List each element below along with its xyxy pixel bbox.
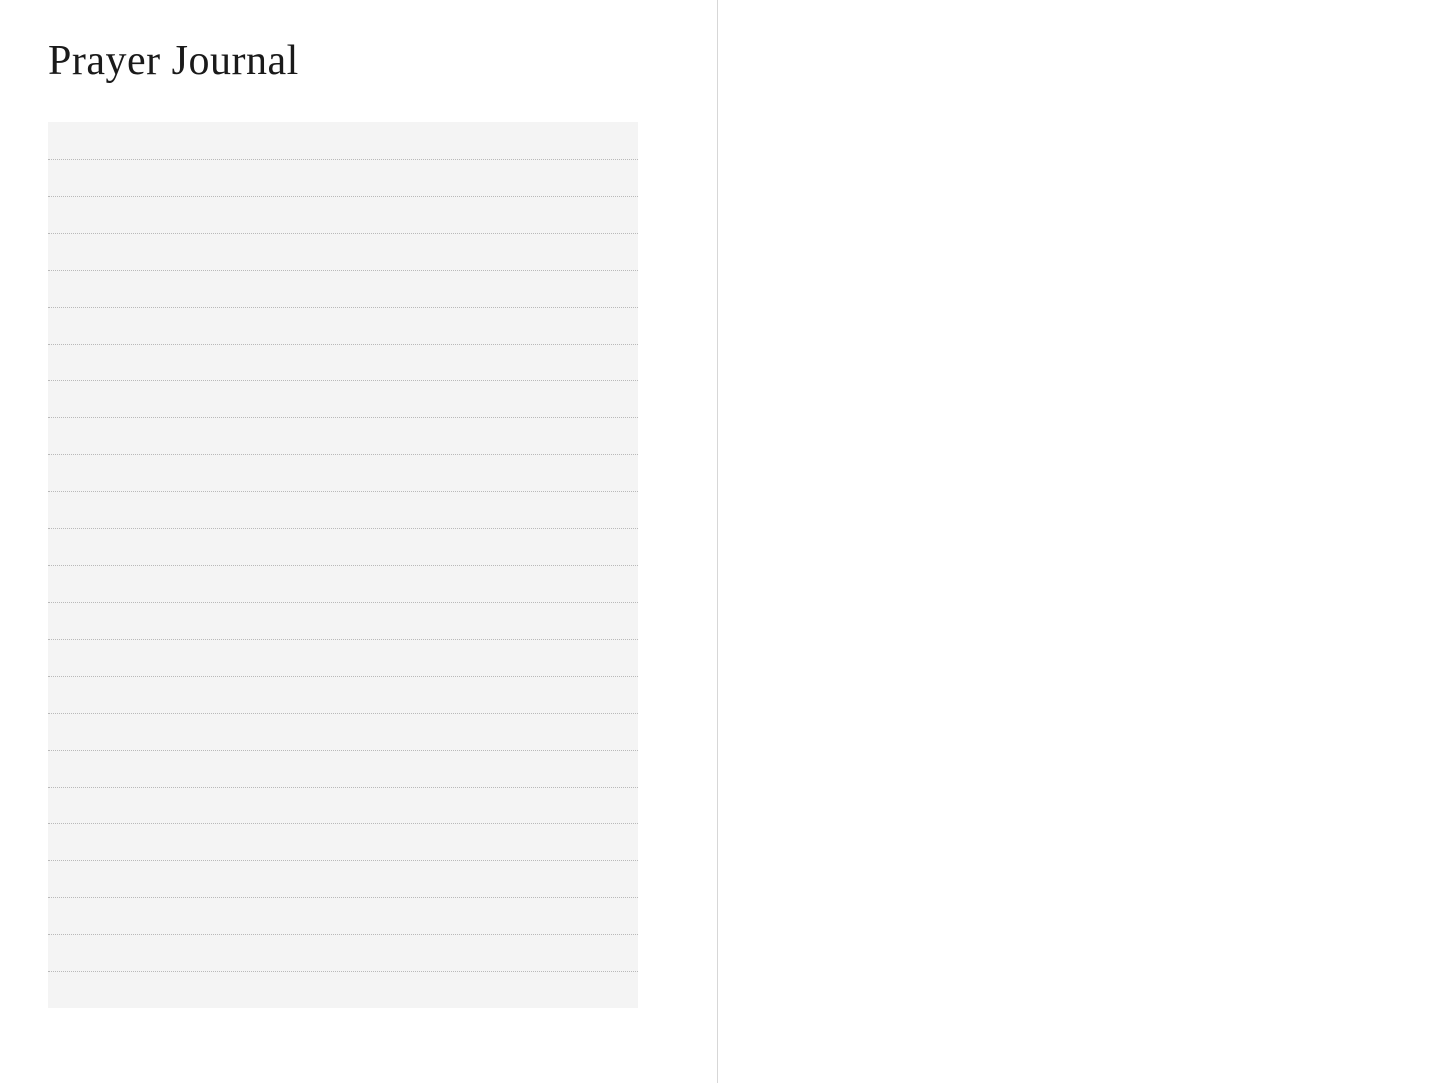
prayer-journal-writing-area[interactable] <box>48 122 638 1008</box>
journal-line <box>48 823 638 824</box>
journal-line <box>48 639 638 640</box>
journal-line <box>48 971 638 972</box>
journal-line <box>48 676 638 677</box>
journal-line <box>48 934 638 935</box>
journal-line <box>48 491 638 492</box>
journal-line <box>48 750 638 751</box>
journal-line <box>48 897 638 898</box>
journal-line <box>48 602 638 603</box>
journal-line <box>48 454 638 455</box>
left-page <box>0 0 718 1083</box>
journal-line <box>48 270 638 271</box>
journal-line <box>48 713 638 714</box>
journal-line <box>48 159 638 160</box>
journal-line <box>48 233 638 234</box>
journal-line <box>48 380 638 381</box>
page-title: Prayer Journal <box>48 38 299 84</box>
right-page <box>718 0 1445 1083</box>
journal-line <box>48 787 638 788</box>
journal-line <box>48 196 638 197</box>
journal-line <box>48 417 638 418</box>
journal-line <box>48 860 638 861</box>
journal-line <box>48 528 638 529</box>
journal-line <box>48 344 638 345</box>
journal-line <box>48 565 638 566</box>
journal-line <box>48 307 638 308</box>
